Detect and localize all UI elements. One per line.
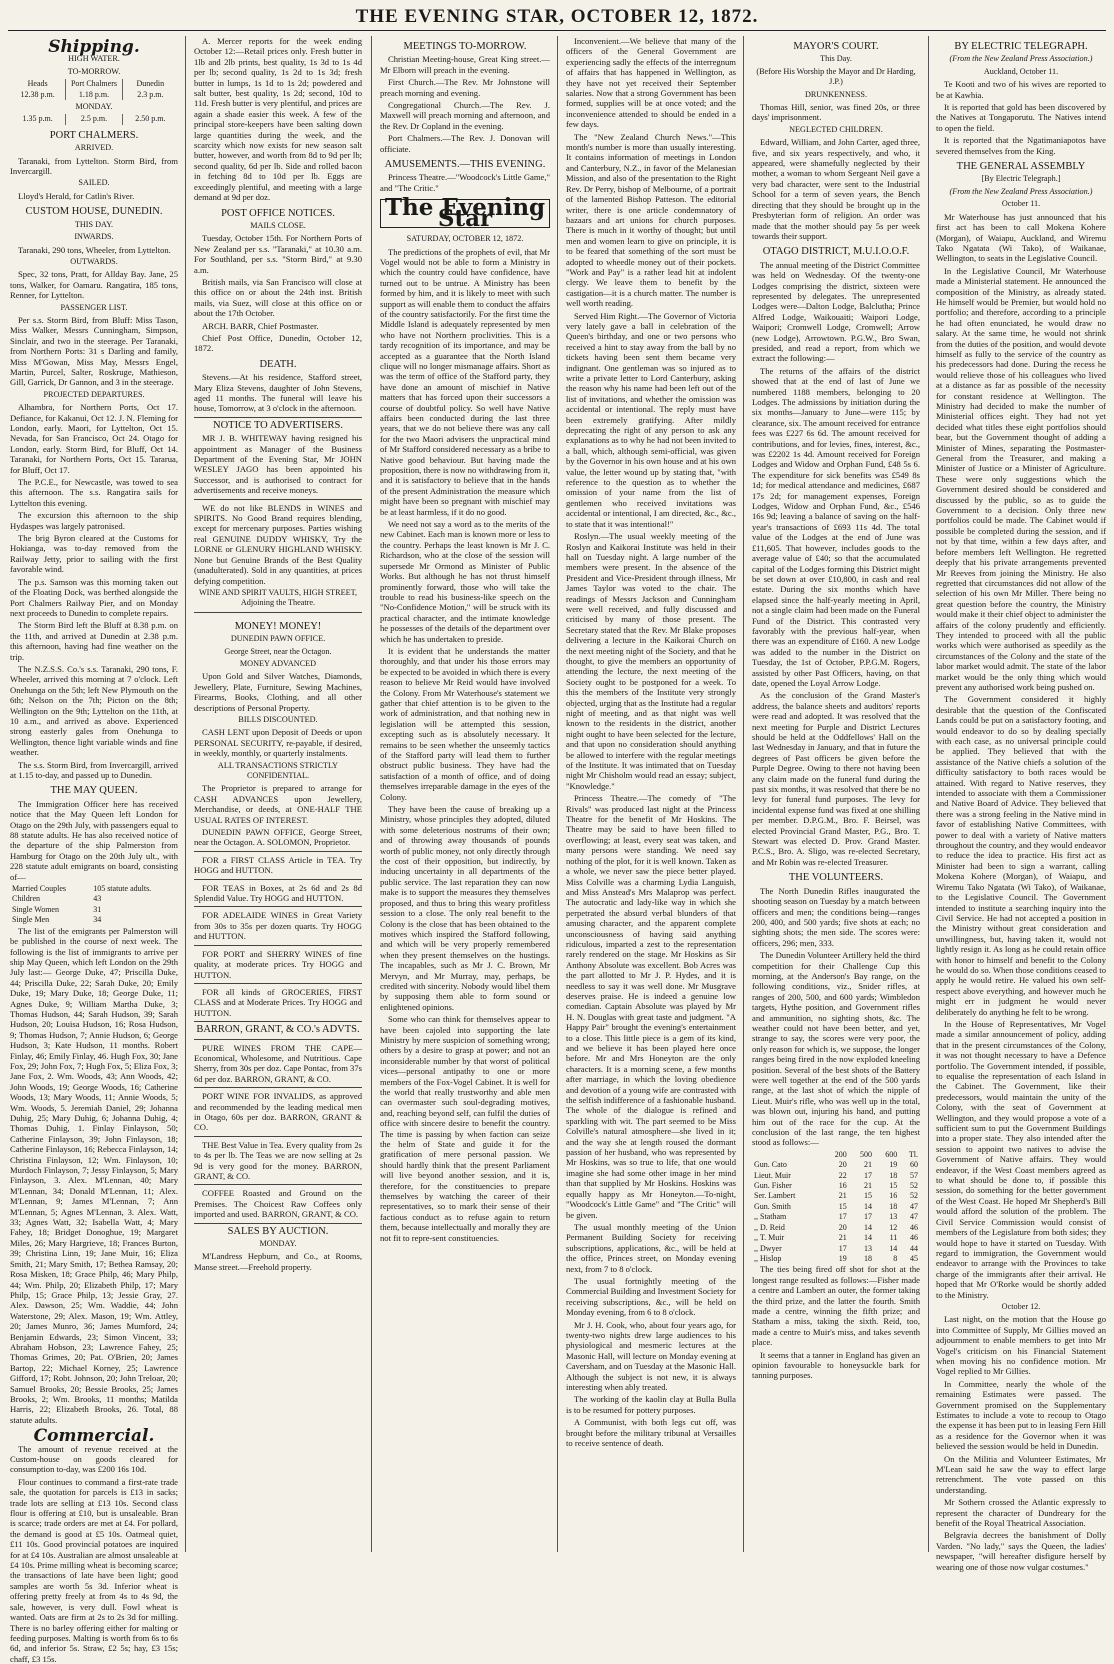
whiskey-ad-text: WE do not like BLENDS in WINES and SPIRITS. No Good Brand requires blending, except for mercenary purposes. Parties wishing real GENUINE DUDDY WHISKY, Try the LORNE or GLENURY HIGHLAND WHISKY. None but Genuine Brands of the Best Quality (unadulterated). Sold in any quantities, at prices defying competition. bbox=[194, 502, 362, 586]
post-office-text: British mails, via San Francisco will close at this office on or about the 24th inst. British mails, via Suez, will close at this office on or about the 17th October. bbox=[194, 276, 362, 319]
tea-boxes-ad-text: FOR TEAS in Boxes, at 2s 6d and 2s 8d Splendid Value. Try HOGG and HUTTON. bbox=[194, 882, 362, 904]
assembly-by: [By Electric Telegraph.] bbox=[981, 174, 1061, 184]
assembly-paragraph: The Government considered it highly desirable that the question of the Confiscated Lands could be put on a satisfactory footing, and would endeavor to do so by dealing specially with each case, as no universal principle could be applied. They believed that with the assistance of the Native chiefs a solution of the difficulty satisfactory to both races would be attained. With regard to Native reserves, they intended to associate with them a Commissioner and Native Board of Advice. They believed that there was a strong feeling in the Native mind in favor of establishing Native Committees, with power to deal with a variety of Native matters throughout the country, and they would endeavor to reduce the idea to practice. His first act as Minister had been to sign a warrant, calling Mokena Kohere (Morgan), of Waiapu, and Wiremu Tako Ngatata (Wi Tako), of Waikanae, to the Legislative Council. The Government intended to institute a searching inquiry into the Civil Service. He had not accepted a position in the Ministry without great consideration and unwillingness, but, having taken it, would not lightly resign it. As long as he could retain office with honor to himself and benefit to the Colony he would do so. When those conditions ceased to apply he would retire. He valued his own self-respect above everything, and however much he might err in judgment he would never deliberately do anything he felt to be wrong. bbox=[936, 694, 1106, 1017]
table-row bbox=[10, 915, 178, 925]
table-cell: 15 bbox=[838, 1201, 847, 1211]
table-row bbox=[752, 1181, 920, 1191]
assembly-paragraph: Mr Sothern crossed the Atlantic expressly to represent the character of Dundreary for the benefit of the Royal Theatrical Association. bbox=[936, 1497, 1106, 1529]
groceries-ad bbox=[194, 983, 362, 1018]
table-cell: 13 bbox=[889, 1212, 898, 1222]
tide-port: Port Chalmers bbox=[66, 79, 122, 89]
notice-text: MR J. B. WHITEWAY having resigned his appointment as Manager of the Business Department of the Evening Star, Mr JOHN WESLEY JAGO has been appointed his Successor, and is authorised to contract for advertisements and receive moneys. bbox=[194, 433, 362, 496]
table-row bbox=[10, 894, 178, 904]
volunteers-paragraph: The ties being fired off shot for shot at the longest range resulted as follows:—Fisher made a centre and Lambert an outer, the former taking the third prize, and the latter the fourth. Smith made a centre, winning the fifth prize; and Statham a miss, taking the sixth. Reid, too, made a centre to Muir's miss, and takes seventh place. bbox=[752, 1264, 920, 1348]
table-cell: 19 bbox=[838, 1253, 847, 1263]
oddfellows-paragraph: The annual meeting of the District Committee was held on Wednesday. Of the twenty-one Lodges comprising the district, sixteen were represented by delegates. The unrepresented Lodges were—Dalton Lodge, Balclutha; Prince Alfred Lodge, Waikouaiti; Waipori Lodge, Waipori; Cromwell Lodge, Cromwell; Arrow (new Lodge), Arrowtown. P.G.W., Bro Swan, presided, and read a report, from which we extract the following:— bbox=[752, 259, 920, 364]
meeting-item: First Church.—The Rev. Mr Johnstone will preach morning and evening. bbox=[380, 77, 550, 98]
this-day-label: THIS DAY. bbox=[74, 219, 114, 229]
tide-port: Dunedin bbox=[136, 79, 165, 89]
pawn-ad-sub: MONEY ADVANCED bbox=[239, 658, 317, 668]
oddfellows-paragraph: The returns of the affairs of the district showed that at the end of last of June we numbered 1188 members, belonging to 20 Lodges. The admissions by initiation during the six months—January to June—were 115; by clearance, six. The amount received for entrance fees was £227 6s 6d. The amount received for contributions, and for levies, fines, interest, &c., was £2202 1s 4d. Amount received for Foreign Lodges and Widow and Orphan Fund, £48 5s 6. The expenditure for sick benefits was £549 8s 1d; for medical attendance and medicines, £687 17s 2d; for management expenses, Foreign Lodges, Widow and Orphan Fund, &c., £546 16s 9d; leaving a balance of saving on the half-year's transactions of £693 11s 4d. The total value of the Lodges at the end of June was £11,605. That however, includes goods to the average value of £40; so that the accumulated capital of the Lodges forming this District might be set down at over £10,800, in cash and real estate. During the six months which have elapsed since the half-yearly meeting in April, not a single claim had been made on the Funeral Fund of the District. This contrasted very favorably with the previous half-year, when there was an expenditure of £160. A new Lodge was added to the number in the District on Tuesday, the 1st of October, P.P.G.M. Rogers, assisted by other Past Officers, having, on that date, opened the Loyal Arrow Lodge. bbox=[752, 365, 920, 688]
cape-wine-ad bbox=[194, 1039, 362, 1085]
shipping-paragraph: The N.Z.S.S. Co.'s s.s. Taranaki, 290 tons, F. Wheeler, arrived this morning at 7 o'clock. Left Onehunga on the 5th; left New Plymouth on the 6th; Nelson on the 7th; Picton on the 8th; Wellington on the 9th; Lyttelton on the 11th, at 10 a.m., and arrived as above. Experienced strong easterly gales from Onehunga to Wellington, thence light variable winds and fine weather. bbox=[10, 663, 178, 758]
passenger-label: PASSENGER LIST. bbox=[60, 302, 128, 312]
high-water-heading: HIGH WATER. bbox=[68, 54, 120, 64]
barron-heading: BARRON, GRANT, & CO.'s ADVTS. bbox=[194, 1021, 362, 1035]
column-5 bbox=[752, 36, 920, 1552]
table-cell: 20 bbox=[838, 1160, 847, 1170]
table-header bbox=[752, 1150, 824, 1160]
table-cell: Ser. Lambert bbox=[754, 1191, 796, 1201]
news-paragraph: The usual fortnightly meeting of the Commercial Building and Investment Society for receiving subscriptions, &c., will be held on Monday evening, from 6 to 8 o'clock. bbox=[566, 1275, 736, 1318]
meeting-item: Christian Meeting-house, Great King street.—Mr Elborn will preach in the evening. bbox=[380, 54, 550, 75]
table-cell: 14 bbox=[864, 1222, 873, 1232]
volunteers-heading: THE VOLUNTEERS. bbox=[788, 872, 884, 884]
table-cell: Single Women bbox=[12, 904, 59, 914]
port-sherry-ad-text: FOR PORT and SHERRY WINES of fine quality, at moderate prices. Try HOGG and HUTTON. bbox=[194, 948, 362, 980]
column-divider bbox=[185, 36, 186, 1552]
table-header: Tl. bbox=[908, 1149, 918, 1159]
table-row bbox=[752, 1191, 920, 1201]
editorial-paragraph: It is evident that he understands the matter thoroughly, and that under his those errors may be expected to be avoided in which there is every reason to believe Mr Reid would have involved the Colony. From Mr Waterhouse's statement we gather that chief attention is to be given to the work of administration, and that nothing new in legislation will be attempted this session, excepting such as is absolutely necessary. It remains to be seen whether the unseemly tactics of the Stafford party will lead them to further obstruct public business. They have had the satisfaction of a month of office, and of doing themselves irreparable damage in the eyes of the Colony. bbox=[380, 645, 550, 802]
port-sherry-ad bbox=[194, 945, 362, 980]
news-paragraph: The usual monthly meeting of the Union Permanent Building Society for receiving subscriptions, applications, &c., will be held at the office, Princes street, on Monday evening next, from 7 to 8 o'clock. bbox=[566, 1221, 736, 1274]
mayors-court-heading: MAYOR'S COURT. bbox=[793, 41, 879, 52]
monday-label: MONDAY. bbox=[75, 102, 113, 112]
port-heading: PORT CHALMERS. bbox=[49, 129, 139, 141]
shipping-paragraph: The s.s. Storm Bird, from Invercargill, arrived at 1.15 to-day, and passed up to Dunedin. bbox=[10, 759, 178, 780]
coffee-ad-text: COFFEE Roasted and Ground on the Premises. The Choicest Raw Coffees only imported and used. BARRON, GRANT, & CO. bbox=[194, 1188, 362, 1220]
table-cell: ,, Statham bbox=[754, 1212, 787, 1222]
volunteers-paragraph: It seems that a tanner in England has given an opinion favourable to honeysuckle bark for tanning purposes. bbox=[752, 1349, 920, 1381]
table-cell: 11 bbox=[889, 1233, 898, 1243]
table-cell: Single Men bbox=[12, 915, 50, 925]
column-1 bbox=[10, 36, 178, 1664]
tide-ports bbox=[10, 79, 178, 89]
inwards-text: Taranaki, 290 tons, Wheeler, from Lyttelton. bbox=[18, 244, 171, 255]
table-cell: 60 bbox=[910, 1160, 918, 1170]
pawn-ad-text: Upon Gold and Silver Watches, Diamonds, Jewellery, Plate, Furniture, Sewing Machines, Firearms, Books, Clothing, and all other descriptions of Personal Property. bbox=[194, 671, 362, 713]
column-3 bbox=[380, 36, 550, 1552]
news-paragraph: Served Him Right.—The Governor of Victoria very lately gave a ball in celebration of the Queen's birthday, and one or two persons who received a hint to stay away from the ball by no tickets having been sent them became very indignant. One gentleman was so injured as to write a private letter to Lord Canterbury, asking the reason why his name had been left out of the list of invitations, and whether the omission was accidental or intentional. The reply must have been extremely gratifying. After mildly deprecating the right of any person to ask any explanations as to why he had not been invited to a ball, which, although semi-official, was given by the Governor in his own house and at his own value, the letter wound up by stating that, "with reference to the question as to whether the omission of your name from the list of gentlemen who received invitations was accidental or intentional, I am directed, &c., &c., to state that it was intentional!" bbox=[566, 310, 736, 529]
mayors-court-day: This Day. bbox=[820, 54, 852, 64]
post-office-signature: ARCH. BARR, Chief Postmaster. bbox=[202, 320, 319, 331]
news-paragraph: The "New Zealand Church News."—This month's number is more than usually interesting. It contains information of meetings in London and Canterbury, N.Z., in favor of the Melanesian Mission, and also of the presentation to the Right Rev. Dr Perry, bishop of Melbourne, of a portrait of the lamented Bishop Patteson. The editorial writer, there is one article condemnatory of bazaars and art unions for church purposes. There is much in it worthy of thought; but until men and women learn to give on principle, it is to be feared that something of the sort must be adopted to wheedle money out of their pockets. "Work and Pay" is a rather lead hit at indolent clergy. We leave them to benefit by the castigation—it is a church matter. The number is well worth reading. bbox=[566, 131, 736, 309]
table-cell: 57 bbox=[910, 1170, 918, 1180]
tea-ad-text: FOR a FIRST CLASS Article in TEA. Try HOGG and HUTTON. bbox=[194, 854, 362, 876]
shipping-paragraph: The P.C.E., for Newcastle, was towed to sea this afternoon. The s.s. Rangatira sails for Lyttelton this evening. bbox=[10, 477, 178, 508]
commercial-paragraph: The amount of revenue received at the Custom-house on goods cleared for consumption to-day, was £200 16s 10d. bbox=[10, 1443, 178, 1475]
meetings-heading: MEETINGS TO-MORROW. bbox=[403, 41, 527, 52]
table-cell: Gun. Cato bbox=[754, 1160, 787, 1170]
outwards-text: Spec, 32 tons, Pratt, for Allday Bay. Jane, 25 tons, Walker, for Oamaru. Rangatira, 185 tons, Renner, for Lyttelton. bbox=[10, 269, 178, 301]
arrived-text: Taranaki, from Lyttelton. Storm Bird, from Invercargill. bbox=[10, 155, 178, 177]
pawn-ad-heading: MONEY! MONEY! bbox=[234, 620, 322, 632]
assembly-paragraph: In Committee, nearly the whole of the remaining Estimates were passed. The Government promised on the Supplementary Estimates to include a vote to recoup to Otago the expense it has been put to in leasing Fern Hill as a residence for the Governor when it was believed the session would be held in Dunedin. bbox=[936, 1378, 1106, 1452]
assembly-paragraph: Last night, on the motion that the House go into Committee of Supply, Mr Gillies moved an adjournment to enable members to get into Mr Vogel's criticism on his Financial Statement when moving his no confidence motion. Mr Vogel replied to Mr Gillies. bbox=[936, 1314, 1106, 1377]
editorial-paragraph: They have been the cause of breaking up a Ministry, whose principles they adopted, diluted with some deleterious nostrums of their own; and of throwing away thousands of pounds worth of public money, not only directly through the cost of their opposition, but indirectly, by inducing uncertainty in all departments of the public service. The last reparation they can now make is to support the measures they themselves proposed, and thus to bring this weary profitless session to a close. The only real benefit to the Colony is the close that has been obtained to the motives which inspired the Stafford following, and which will be very properly remembered when they present themselves on the hustings. The incapables, such as Mr J. C. Brown, Mr Mervyn, and Mr Murray, may, perhaps, be credited with sincerity. Nobody would libel them by supposing them able to form sound or enlightened opinions. bbox=[380, 804, 550, 1012]
port-invalids-ad-text: PORT WINE FOR INVALIDS, as approved and recommended by the leading medical men in Otago, 60s per doz. BARRON, GRANT & CO. bbox=[194, 1091, 362, 1133]
editorial-paragraph: Some who can think for themselves appear to have been cajoled into supporting the late Ministry by mere suspicion of something wrong; others by a desire to grasp at power; and not an inconsiderable number by that worst of political vices—personal antipathy to one or more members of the Fox-Vogel Cabinet. It is well for the world that really trustworthy and able men can overmaster such soul-degrading motives, and, reaching beyond self, can fulfil the duties of office with sincere desire to benefit the country. The time is passing by when faction can seize the helm of State and guide it for the gratification of mere personal passion. We should hardly think that the present Parliament will live beyond another session, and it is, therefore, for the constituencies to prepare themselves by watching the career of their representatives, so to mark their sense of their factious conduct as to refuse again to return them, because intellectually and morally they are not fit to repre-sent constituencies. bbox=[380, 1014, 550, 1243]
table-cell: Lieut. Muir bbox=[754, 1170, 791, 1180]
assembly-paragraph: Belgravia decrees the banishment of Dolly Varden. "No lady," says the Queen, the ladies' newspaper, "will hereafter disfigure herself by wearing one of those now vulgar costumes." bbox=[936, 1530, 1106, 1572]
pawn-ad-confidential: ALL TRANSACTIONS STRICTLY CONFIDENTIAL. bbox=[217, 760, 339, 780]
column-divider bbox=[557, 36, 558, 1552]
coffee-ad bbox=[194, 1184, 362, 1219]
telegraph-paragraph: It is reported that gold has been discovered by the Natives at Tongaporutu. The Natives intend to open the field. bbox=[936, 102, 1106, 133]
groceries-ad-text: FOR all kinds of GROCERIES, FIRST CLASS and at Moderate Prices. Try HOGG and HUTTON. bbox=[194, 986, 362, 1018]
assembly-date: October 11. bbox=[1001, 199, 1041, 209]
table-row bbox=[10, 884, 178, 894]
commercial-paragraph: Flour continues to command a first-rate trade sale, the quotation for parcels is £13 in sacks; trade lots are selling at £13 10s. Second class flour is offering at £10, but is unsaleable. Bran is scarce; trade orders are met at £4. For pollard, the demand is good at £5 10s. Oatmeal quiet, £11 10s. Good provincial potatoes are inquired for at £4 10s. Australian are almost unsaleable at £4 10s. Prime milling wheat is becoming scarce; the transactions of late have been light; good samples are worth 5s 3d. Inferior wheat is offering pretty freely at from 4s to 4s 9d, the sale, however, is very dull. Fowl wheat is wanted. Oats are firm at 2s to 2s 3d for milling. There is no barley offering either for malting or feeding purposes. Malting is worth from 6s to 6s 6d, and inferior 5s. Straw, £2 5s; hay, £3 15s; chaff, £3 15s. bbox=[10, 1476, 178, 1664]
tide-times-sunday bbox=[10, 90, 178, 100]
table-cell: 16 bbox=[838, 1181, 847, 1191]
pawn-ad-bills: BILLS DISCOUNTED. bbox=[238, 714, 318, 724]
shipping-heading: Shipping. bbox=[48, 37, 140, 57]
tide-time: 1.18 p.m. bbox=[66, 90, 122, 100]
volunteers-paragraph: The Dunedin Volunteer Artillery held the third competition for their Challenge Cup this morning, at the Anderson's Bay range, on the following conditions, viz., Snider rifles, at ranges of 200, 500, and 600 yards; Wimbledon targets, Hythe position, and Government rifles and ammunition, no sighting shots, &c. The weather could not have been better, and yet, strange to say, the scores were very poor, the only reason for which is, we suppose, the longer ranges being fired in the now exploded kneeling position. Several of the best shots of the Battery were well together at the end of the 500 yards range, at the last shot of which the nipple of Lieut. Muir's rifle, who was well up in the total, was blown out, injuring his hand, and putting him out of the race for the cup. At the conclusion of the last range, the ten highest stood as follows:— bbox=[752, 950, 920, 1148]
tide-time: 12.38 p.m. bbox=[10, 90, 66, 100]
shipping-paragraph: The Storm Bird left the Bluff at 8.38 p.m. on the 11th, and arrived at Dunedin at 2.38 p.m. this afternoon, having had fine weather on the trip. bbox=[10, 620, 178, 662]
table-cell: 45 bbox=[910, 1253, 918, 1263]
post-office-heading: POST OFFICE NOTICES. bbox=[221, 207, 335, 219]
table-cell: 52 bbox=[910, 1191, 918, 1201]
outwards-label: OUTWARDS. bbox=[70, 256, 118, 266]
table-header: 500 bbox=[860, 1149, 873, 1159]
telegraph-paragraph: Te Kooti and two of his wives are reported to be at Kawhia. bbox=[936, 79, 1106, 100]
table-cell: 46 bbox=[910, 1233, 918, 1243]
inwards-label: INWARDS. bbox=[74, 232, 114, 242]
death-heading: DEATH. bbox=[259, 358, 297, 370]
table-cell: 18 bbox=[889, 1201, 898, 1211]
table-header-row bbox=[752, 1150, 920, 1160]
tide-time: 2.50 p.m. bbox=[135, 114, 166, 124]
table-cell: 46 bbox=[910, 1222, 918, 1232]
tide-time: 2.3 p.m. bbox=[137, 89, 164, 99]
table-cell: 105 statute adults. bbox=[93, 884, 152, 894]
table-cell: 19 bbox=[889, 1160, 898, 1170]
pawn-ad-proprietor: The Proprietor is prepared to arrange for CASH ADVANCES upon Jewellery, Merchandise, or deeds, at ONE-HALF THE USUAL RATES OF INTEREST. bbox=[194, 783, 362, 825]
drunkenness-text: Thomas Hill, senior, was fined 20s, or three days' imprisonment. bbox=[752, 102, 920, 123]
assembly-paragraph: In the Legislative Council, Mr Waterhouse made a Ministerial statement. He announced the composition of the Ministry, as already stated. He himself would be Premier, but would hold no portfolio; and therefore, according to a principle he had often enunciated, he would draw no salary. At the same time, he would not shrink from the duties of the position, and would devote himself as fully to the service of the country as his predecessors had done. During the recess he would relieve those of his colleagues who lived at a distance as far as possible of the necessity for constant residence at Wellington. The Ministry had decided to make the number of Ministerial offices eight. They had not yet decided what titles these eight portfolios should bear, but the Government thought of adding a Minister of Mines, separating the Postmaster-General from the Treasurer, and making a Minister of Justice or a Minister of Agriculture. These were only suggestions which the Government desired should be considered and discussed by the public, so as to guide the Government to a decision. Only three new portfolios could be made. The Cabinet would if possible be completed during the session, and if not by that time, within a few days after, and before members left Wellington. He regretted deeply that his private arrangements prevented Mr Reeves from joining the Ministry. He also regretted that circumstances did not allow of the selection of his own Mr Miller. There being no great question before the country, the Ministry would make it their chief object to administer the affairs of the colony prudently and efficiently. They intended to proceed with all the public works which were authorised as speedily as the circumstances of the Colony and the state of the labor market would admit. The state of the labor market would be the only thing which would prevent any authorised work being pushed on. bbox=[936, 265, 1106, 692]
drunkenness-label: DRUNKENNESS. bbox=[804, 89, 868, 99]
table-cell: 13 bbox=[864, 1243, 873, 1253]
news-paragraph: Mr J. H. Cook, who, about four years ago, for twenty-two nights drew large audiences to his physiological and mesmeric lectures at the Masonic Hall, will lecture on Monday evening at Caversham, and on Tuesday at the Masonic Hall. Although the subject is not new, it is always interesting when ably treated. bbox=[566, 1319, 736, 1392]
auction-day: MONDAY. bbox=[259, 1239, 297, 1249]
projected-text: Alhambra, for Northern Ports, Oct 17. Defiance, for Kakanui, Oct 12. J. N. Fleming for London, early. Maori, for Lyttelton, Oct 15. Nevada, for San Francisco, Oct 24. Otago for London, early. Storm Bird, for Bluff, Oct 14. Taranaki, for Northern Ports, Oct 15. Tararua, for Bluff, Oct 17. bbox=[10, 402, 178, 475]
table-cell: 14 bbox=[864, 1201, 873, 1211]
passenger-text: Per s.s. Storm Bird, from Bluff: Miss Tason, Miss Walker, Messrs Cunningham, Simpson, Sinclair, and two in the steerage. Per Taranaki, from Northern Ports: 31 s Darling and family, Miss M'Gowan, Miss May, Messrs Engel, Martin, Purcel, Salter, Roskruge, Mathieson, Gill, Garrick, Dr Gannon, and 3 in the steerage. bbox=[10, 314, 178, 388]
meeting-item: Congregational Church.—The Rev. J. Maxwell will preach morning and afternoon, and the Rev. Dr Copland in the evening. bbox=[380, 100, 550, 131]
table-row bbox=[752, 1202, 920, 1212]
table-row bbox=[752, 1244, 920, 1254]
arrived-label: ARRIVED. bbox=[74, 143, 114, 153]
pawn-ad bbox=[194, 612, 362, 848]
notice-heading: NOTICE TO ADVERTISERS. bbox=[194, 417, 362, 431]
volunteers-paragraph: The North Dunedin Rifles inaugurated the shooting season on Tuesday by a match between officers and men; the conditions being—ranges 200, 400, and 500 yards; five shots at each; no sighting shots; the men side. The scores were: officers, 296; men, 333. bbox=[752, 885, 920, 948]
table-cell: 44 bbox=[910, 1243, 918, 1253]
table-cell: 17 bbox=[838, 1212, 847, 1222]
death-notice: Stevens.—At his residence, Stafford street, Mary Eliza Stevens, daughter of John Stevens, aged 11 months. The funeral will leave his house, Tomorrow, at 3 o'clock in the afternoon. bbox=[194, 372, 362, 414]
table-cell: Children bbox=[12, 894, 40, 904]
news-paragraph: Princess Theatre.—The comedy of "The Rivals" was produced last night at the Princess Theatre for the benefit of Mr Hoskins. The Theatre may be said to have been filled to overflowing; at least, every seat was taken, and many persons were standing. We need say nothing of the plot, for it is well known. Taken as a whole, we never saw the piece better played. Miss Colville was a charming Lydia Languish, and Miss Anstead's Mrs Malaprop was perfect. The autocratic and lady-like way in which she perpetrated the absurd verbal blunders of that amusing character, and the apparent complete unconsciousness of having said anything ridiculous, imparted a zest to the representation rarely rendered on the stage. Mr Hoskins as Sir Anthony Absolute was excellent. Bob Acres was the part allotted to Mr J. P. Hydes, and it is needless to say it was well done. Mr Musgrave deserves praise. He is indeed a genuine low comedian. Captain Absolute was played by Mr H. N. Douglas with great taste and judgment. "A Happy Pair" brought the evening's entertainment to a close. This little piece is a gem of its kind, and we believe it has been played here once before. Mr and Mrs Honeyton are the only characters. It is a morning scene, a few months after marriage, in which the loving obedience and devotion of a young wife are contrasted with the selfish indifference of a fashionable husband. The whole of the dialogue is refined and sparkling with wit. The part seemed to be Miss Colville's natural atmosphere—she lived in it; and the way she at length roused the dormant passion of her husband, who was represented by Mr Hoskins, was so true to life, that one would imagine she had some other image in her mind than that supplied by Mr Hoskins. Hoskins was equally happy as Mr Honeyton.—To-night, "Woodcock's Little Game" and "The Critic" will be given. bbox=[566, 793, 736, 1220]
tide-time: 1.35 p.m. bbox=[10, 114, 66, 124]
pawn-ad-name: DUNEDIN PAWN OFFICE. bbox=[230, 634, 326, 644]
masthead: THE EVENING STAR, OCTOBER 12, 1872. bbox=[355, 6, 759, 27]
tea-value-ad bbox=[194, 1136, 362, 1182]
assembly-paragraph: On the Militia and Volunteer Estimates, Mr M'Lean said he saw the way to effect large retrenchment. The vote passed on this understanding. bbox=[936, 1453, 1106, 1495]
table-row bbox=[10, 905, 178, 915]
table-cell: 21 bbox=[838, 1191, 847, 1201]
post-office-text: Tuesday, October 15th. For Northern Ports of New Zealand per s.s. "Taranaki," at 10.30 a.m. For Southland, per s.s. "Storm Bird," at 9.30 a.m. bbox=[194, 233, 362, 275]
table-cell: 18 bbox=[864, 1253, 873, 1263]
tea-value-ad-text: THE Best Value in Tea. Every quality from 2s to 4s per lb. The Teas we are now selling at 2s 9d is very good for the money. BARRON, GRANT, & CO. bbox=[194, 1139, 362, 1181]
table-row bbox=[752, 1223, 920, 1233]
telegraph-credit: (From the New Zealand Press Association.) bbox=[949, 54, 1093, 64]
shipping-paragraph: The p.s. Samson was this morning taken out of the Floating Dock, was berthed alongside the Port Chalmers Railway Pier, and on Monday next proceeds to Dunedin to complete repairs. bbox=[10, 576, 178, 618]
table-cell: 15 bbox=[889, 1181, 898, 1191]
table-cell: 8 bbox=[893, 1253, 898, 1263]
shipping-paragraph: The brig Byron cleared at the Customs for Hokianga, was to-day removed from the Railway Jetty, prior to sailing with the first favorable wind. bbox=[10, 533, 178, 575]
adelaide-wine-ad bbox=[194, 906, 362, 941]
table-cell: 15 bbox=[864, 1191, 873, 1201]
column-2 bbox=[194, 36, 362, 1552]
projected-label: PROJECTED DEPARTURES. bbox=[43, 389, 145, 399]
table-cell: 47 bbox=[910, 1212, 918, 1222]
neglected-label: NEGLECTED CHILDREN. bbox=[789, 124, 883, 134]
nameplate: The Evening Star bbox=[380, 199, 550, 228]
adelaide-wine-ad-text: FOR ADELAIDE WINES in Great Variety from 30s to 35s per dozen quarts. Try HOGG and HUTTON. bbox=[194, 910, 362, 942]
table-cell: 17 bbox=[864, 1170, 873, 1180]
assembly-date: October 12. bbox=[1001, 1301, 1041, 1311]
table-cell: 21 bbox=[864, 1160, 873, 1170]
table-cell: 17 bbox=[838, 1243, 847, 1253]
table-cell: 12 bbox=[889, 1222, 898, 1232]
table-cell: 18 bbox=[889, 1170, 898, 1180]
tomorrow-label: TO-MORROW. bbox=[67, 66, 121, 76]
table-row bbox=[752, 1212, 920, 1222]
neglected-text: Edward, William, and John Carter, aged three, five, and six years respectively, and who, it appeared, were shamefully neglected by their mother, a woman to whom Sergeant Neil gave a very bad character, were sent to the Industrial School for a term of seven years, the Bench directing that they should be brought up in the Presbyterian form of religion. An order was made that the mother should pay 5s per week towards their support. bbox=[752, 137, 920, 241]
masthead-rule bbox=[8, 30, 1106, 31]
table-cell: 31 bbox=[93, 904, 102, 914]
table-cell: Gun. Smith bbox=[754, 1201, 791, 1211]
pawn-ad-sign: DUNEDIN PAWN OFFICE, George Street, near the Octagon. A. SOLOMON, Proprietor. bbox=[194, 827, 362, 848]
emigrant-table bbox=[10, 884, 178, 926]
table-cell: 20 bbox=[838, 1222, 847, 1232]
telegraph-paragraph: It is reported that the Ngatimaniapotos have severed themselves from the King. bbox=[936, 135, 1106, 156]
table-header: 600 bbox=[885, 1149, 898, 1159]
telegraph-dateline: Auckland, October 11. bbox=[983, 66, 1059, 76]
post-office-date: Chief Post Office, Dunedin, October 12, 1872. bbox=[194, 332, 362, 354]
pawn-ad-address: George Street, near the Octagon. bbox=[224, 646, 332, 656]
news-paragraph: The working of the kaolin clay at Bulla Bulla is to be resumed for pottery purposes. bbox=[566, 1394, 736, 1415]
table-cell: Gun. Fisher bbox=[754, 1181, 792, 1191]
cape-wine-ad-text: PURE WINES FROM THE CAPE—Economical, Wholesome, and Nutritious. Cape Sherry, from 30s per doz. Cape Pontac, from 37s 6d per doz. BARRON, GRANT, & CO. bbox=[194, 1042, 362, 1084]
may-queen-heading: THE MAY QUEEN. bbox=[50, 785, 138, 797]
whiskey-ad bbox=[194, 499, 362, 609]
shipping-paragraph: The excursion this afternoon to the ship Hydaspes was largely patronised. bbox=[10, 510, 178, 531]
table-cell: 52 bbox=[910, 1181, 918, 1191]
table-row bbox=[752, 1254, 920, 1264]
table-header: 200 bbox=[834, 1149, 847, 1159]
editorial-paragraph: The predictions of the prophets of evil, that Mr Vogel would not be able to form a Ministry in which the country could have confidence, have turned out to be untrue. A Ministry has been formed by him, and it is likely to meet with such support as will enable them to conduct the affairs of the country satisfactorily. For the first time the Middle Island is adequately represented by men who have not Northern proclivities. This is a tardy recognition of its importance, and may be accepted as a guarantee that the North Island clique will no longer mismanage affairs. Short as was the term of office of the Stafford party, they have done an amount of mischief in Native matters that has forced upon their successors a course of doubtful policy. So well have Native affairs been conducted during the last three years, that we do not believe there was any call for the two Maori advisers the unpractical mind of Mr Stafford considered necessary as a bribe to Native good behaviour. But having made the proposition, there is now no withdrawing from it, and it is satisfactory to believe that in the hands of the present Administration the measure which might have been so pregnant with mischief may be at least harmless, if it do no good. bbox=[380, 246, 550, 517]
table-cell: ,, Hislop bbox=[754, 1253, 782, 1263]
table-cell: 21 bbox=[838, 1233, 847, 1243]
table-cell: 43 bbox=[93, 894, 102, 904]
meeting-item: Port Chalmers.—The Rev. J. Donovan will officiate. bbox=[380, 133, 550, 154]
news-paragraph: Inconvenient.—We believe that many of the officers of the General Government are experiencing sadly the effects of the interregnum of affairs that has happened in Wellington, as they have not yet received their September salaries. Now that a strong Government has been formed, supplies will be at once voted; and the inconvenience attended to should be ended in a few days. bbox=[566, 36, 736, 130]
column-4 bbox=[566, 36, 736, 1552]
sailed-text: Lloyd's Herald, for Catlin's River. bbox=[18, 190, 135, 201]
auction-text: M'Landress Hepburn, and Co., at Rooms, Manse street.—Freehold property. bbox=[194, 1251, 362, 1272]
column-divider bbox=[928, 36, 929, 1552]
amusements-heading: AMUSEMENTS.—THIS EVENING. bbox=[384, 159, 546, 171]
table-cell: 47 bbox=[910, 1201, 918, 1211]
news-paragraph: A Communist, with both legs cut off, was brought before the military tribunal at Versailles to receive sentence of death. bbox=[566, 1417, 736, 1449]
table-cell: Married Couples bbox=[12, 884, 66, 894]
column-divider bbox=[743, 36, 744, 1552]
may-queen-list: The list of the emigrants per Palmerston will be published in the course of next week. The following is the list of immigrants to arrive per ship May Queen, which left London on the 29th July last:— George Duke, 47; Priscilla Duke, 44; Priscilla Duke, 22; Sarah Duke, 20; Emily Duke, 19; Mary Duke, 18; George Duke, 11; Agnes Duke, 9; William Martha Duke, 3; Thomas Hudson, 44; Sarah Hudson, 39; Sarah Hudson, 20; Louisa Hudson, 16; Rosa Hudson, 9; Thomas Hudson, 7; Annie Hudson, 6; George Hudson, 3; Kate Hudson, 11 months. Robert Finlay, 46; Emily Finlay, 46. Hugh Fox, 30; Jane Fox, 29; John Fox, 7; Hugh Fox, 5; Eliza Fox, 3; Jane Fox, 2. Wm. Woods, 43; Ann Woods, 42; John Woods, 19; George Woods, 16; Catherine Woods, 13; Mary Woods, 11; Annie Woods, 5; Wm. Woods, 5. Jeremiah Daniel, 29; Johanna Duhig, 25; Mary Duhig, 6; Johanna Duhig, 4; Thomas Duhig, 1. Finlay Finlayson, 50; Catherine Finlayson, 39; John Finlayson, 18; Catherine Finlayson, 16; Rebecca Finlayson, 14; Christina Finlayson, 12; Wm. Finlayson, 10; Murdoch Finlayson, 7; Jessy Finlayson, 5; Mary Finlayson, 3. Alex. M'Lennan, 40; Mary M'Lennan, 34; Donald M'Lennan, 11; Alex. M'Lennan, 9; James M'Lennan, 7; Ann M'Lennan, 5; Agnes M'Lennan, 3. Alex. Watt, 33; Agnes Watt, 32; Isabella Watt, 4; Mary Fahey, 18; Bridget Donoghue, 19; Margaret Miles, 26; Mary Hargrieve, 18; Frances Burton, 39; Christina Linn, 19; Jane Muir, 16; Eliza Smith, 21; Mary Smith, 17; Bethea Ramsay, 20; Rosa Misken, 18; Grace Philp, 46; Mary Philp, 44; Wm. Philp, 20; Elizabeth Philp, 17; Mary Philp, 15; Grace Philp, 13; Jessie Gray, 27. Alex. Dawson, 25; Wm. Waddie, 44; John Waterstone, 29; Alex. Mason, 19; Wm. Attley, 20; James Munro, 36; James Mumford, 24; Benjamin Edwards, 23; Simon Vincent, 33; Abraham Hobson, 23; Lawrence Fahey, 25; Thomas Grimes, 20; Pat. O'Brien, 20; James Bartop, 22; Michael Korney, 25; Lawrence Gifford, 17; Robt. Johnson, 20; John Treloar, 20; Samuel Brooks, 20; Bessie Brooks, 25; James Brooks, 2; Wm. Brooks, 11 months; Matilda Harris, 22; Elizabeth Brooks, 26. Total, 88 statute adults. bbox=[10, 925, 178, 1425]
telegraph-heading: BY ELECTRIC TELEGRAPH. bbox=[954, 41, 1088, 52]
tide-time: 2.5 p.m. bbox=[66, 114, 122, 124]
table-cell: ,, Dwyer bbox=[754, 1243, 782, 1253]
table-cell: 14 bbox=[864, 1233, 873, 1243]
mayors-court-before: (Before His Worship the Mayor and Dr Harding, J.P.) bbox=[756, 66, 916, 87]
commercial-heading: Commercial. bbox=[33, 1426, 155, 1447]
table-cell: 16 bbox=[889, 1191, 898, 1201]
tea-boxes-ad bbox=[194, 879, 362, 904]
news-paragraph: Roslyn.—The usual weekly meeting of the Roslyn and Kaikorai Institute was held in their hall on Tuesday night. A large number of the members were present. In the absence of the President and Vice-President through illness, Mr James Taylor was voted to the chair. The readings of Messrs Jackson and Cunningham were well received, and fully discussed and criticised by many of those present. The Secretary stated that the Rev. Mr Blake proposes delivering a lecture in the Kaikorai Church on the next meeting night of the Society, and that he thought, to give the members an opportunity of attending the lecture, the next meeting of the Society ought to be postponed for a week. To this the members of the Institute very strongly objected, urging that as the Institute had a regular night of meeting, and as that night was well known to the residents in the district, another night ought to have been selected for the lecture, and that upon no consideration should anything be allowed to interfere with the regular meetings of the Institute. It was intimated that on Tuesday night Mr Chisholm would read an essay; subject, "Knowledge." bbox=[566, 531, 736, 791]
editorial-date: SATURDAY, OCTOBER 12, 1872. bbox=[406, 234, 524, 244]
whiskey-ad-firm: WINE AND SPIRIT VAULTS, HIGH STREET, Adjoining the Theatre. bbox=[198, 587, 358, 608]
customs-heading: CUSTOM HOUSE, DUNEDIN. bbox=[25, 206, 163, 218]
column-6 bbox=[936, 36, 1106, 1572]
assembly-paragraph: In the House of Representatives, Mr Vogel made a similar announcement of policy, adding that in the present circumstances of the Colony, it was not thought necessary to have a Defence portfolio. The Government intended, if possible, to equalise the representation of each Island in the Cabinet. The Government, like their predecessors, would maintain the unity of the Colony, with the seat of Government at Wellington, and they would propose a vote of a sufficient sum to put the Government Buildings into a proper state. They also intended after the session to appoint two natives to advise the Government of Native affairs. They would endeavor, if the West Coast members agreed as to what should be done to, if possible this session, do something for the better government of the West Coast. He hoped Mr Shepherd's Bill would afford the solution of the problem. The Civil Service Commission would consist of members of the Legislature from both sides; they would hope to have it started on Tuesday. With regard to immigration, the Government would endeavor to arrange with the Provinces to take charge of the immigrants after their arrival. He hoped that Mr O'Rorke would be shortly added to the Ministry. bbox=[936, 1018, 1106, 1300]
mails-close-label: MAILS CLOSE. bbox=[250, 220, 306, 230]
may-queen-text: The Immigration Officer here has received notice that the May Queen left London for Otago on the 29th July, with passengers equal to 88 statute adults. He has also received notice of the departure of the ship Palmerston from Hamburg for Otago on the 20th July ult., with 228 statute adult emigrants on board, consisting of— bbox=[10, 798, 178, 882]
table-cell: ,, D. Reid bbox=[754, 1222, 785, 1232]
scores-table bbox=[752, 1150, 920, 1264]
assembly-heading: THE GENERAL ASSEMBLY bbox=[956, 161, 1086, 173]
table-cell: 22 bbox=[838, 1170, 847, 1180]
commercial-paragraph: A. Mercer reports for the week ending October 12:—Retail prices only. Fresh butter in 1lb and 2lb prints, best quality, 1s 3d to 1s 4d per lb; second quality, 1s 2d to 1s 3d; fresh butter in lumps, 1s 1d to 1s 2d; powdered and salt butter, best quality, 1s 2d; second, 10d to 11d. Fresh butter is very plentiful, and prices are again a shade easier this week. A few of the principal store-keepers have been salting down large quantities during the week, and the scarcity which now exists for new season salt butter, however, and worth from 8d to 9d per lb; second quality, 6d per lb. Side and rolled bacon in fetching 8d to 10d per lb. Eggs are exceedingly plentiful, and meeting with a large demand at 9d per doz. bbox=[194, 36, 362, 203]
table-cell: 21 bbox=[864, 1181, 873, 1191]
table-row bbox=[752, 1160, 920, 1170]
assembly-credit: (From the New Zealand Press Association.) bbox=[949, 186, 1093, 196]
tea-ad bbox=[194, 851, 362, 876]
table-cell: 34 bbox=[93, 915, 102, 925]
assembly-paragraph: Mr Waterhouse has just announced that his first act has been to call Mokena Kohere (Morgan), of Waiapu, Auckland, and Wiremu Tako Ngatata (Wi Tako), of Waikanae, Wellington, to seats in the Legislative Council. bbox=[936, 211, 1106, 264]
table-row bbox=[752, 1171, 920, 1181]
tide-port: Heads bbox=[10, 79, 66, 89]
amusements-text: Princess Theatre.—"Woodcock's Little Game," and "The Critic." bbox=[380, 172, 550, 193]
table-row bbox=[752, 1233, 920, 1243]
port-invalids-ad bbox=[194, 1087, 362, 1133]
column-divider bbox=[371, 36, 372, 1552]
oddfellows-paragraph: As the conclusion of the Grand Master's address, the balance sheets and auditors' reports were read and adopted. It was resolved that the next meeting for Purple and District Lectures should be held at the Oddfellows' Hall on the last Wednesday in January, and that in future the degrees of Past officers be given before the Purple Degree. Owing to there not having been any claim made on the funeral fund during the past six months, it was resolved that there be no levy for funeral fund purposes. The levy for incidental expense fund was fixed at one shilling per member. D.P.G.M., Bro. F. Beirsel, was elected Provincial Grand Master, P.G., Bro. T. Stewart was elected D. Prov. Grand Master. P.C.S., Bro. A. Sligo, was re-elected Secretary, and Mr Robin was re-elected Treasurer. bbox=[752, 690, 920, 867]
sailed-label: SAILED. bbox=[78, 178, 110, 188]
table-cell: ,, T. Muir bbox=[754, 1233, 785, 1243]
table-cell: 14 bbox=[889, 1243, 898, 1253]
pawn-ad-cash: CASH LENT upon Deposit of Deeds or upon PERSONAL SECURITY, re-payable, if desired, in weekly, monthly, or quarterly instalments. bbox=[194, 727, 362, 759]
auction-heading: SALES BY AUCTION. bbox=[194, 1223, 362, 1237]
table-cell: 17 bbox=[864, 1212, 873, 1222]
editorial-paragraph: We need not say a word as to the merits of the new Cabinet. Each man is known more or less to the country. Perhaps the least known is Mr J. C. Richardson, who at the close of the session will supersede Mr Ormond as Minister of Public Works. But although he has not thrust himself prominently forward, those who will take the trouble to read his business-like speech on the "No-Confidence Motion," will be struck with its practical character, and the intimate knowledge he possesses of the details of the department over which he has undertaken to preside. bbox=[380, 519, 550, 644]
tide-times-monday bbox=[10, 114, 178, 124]
oddfellows-heading: OTAGO DISTRICT, M.U.I.O.O.F. bbox=[762, 246, 910, 258]
